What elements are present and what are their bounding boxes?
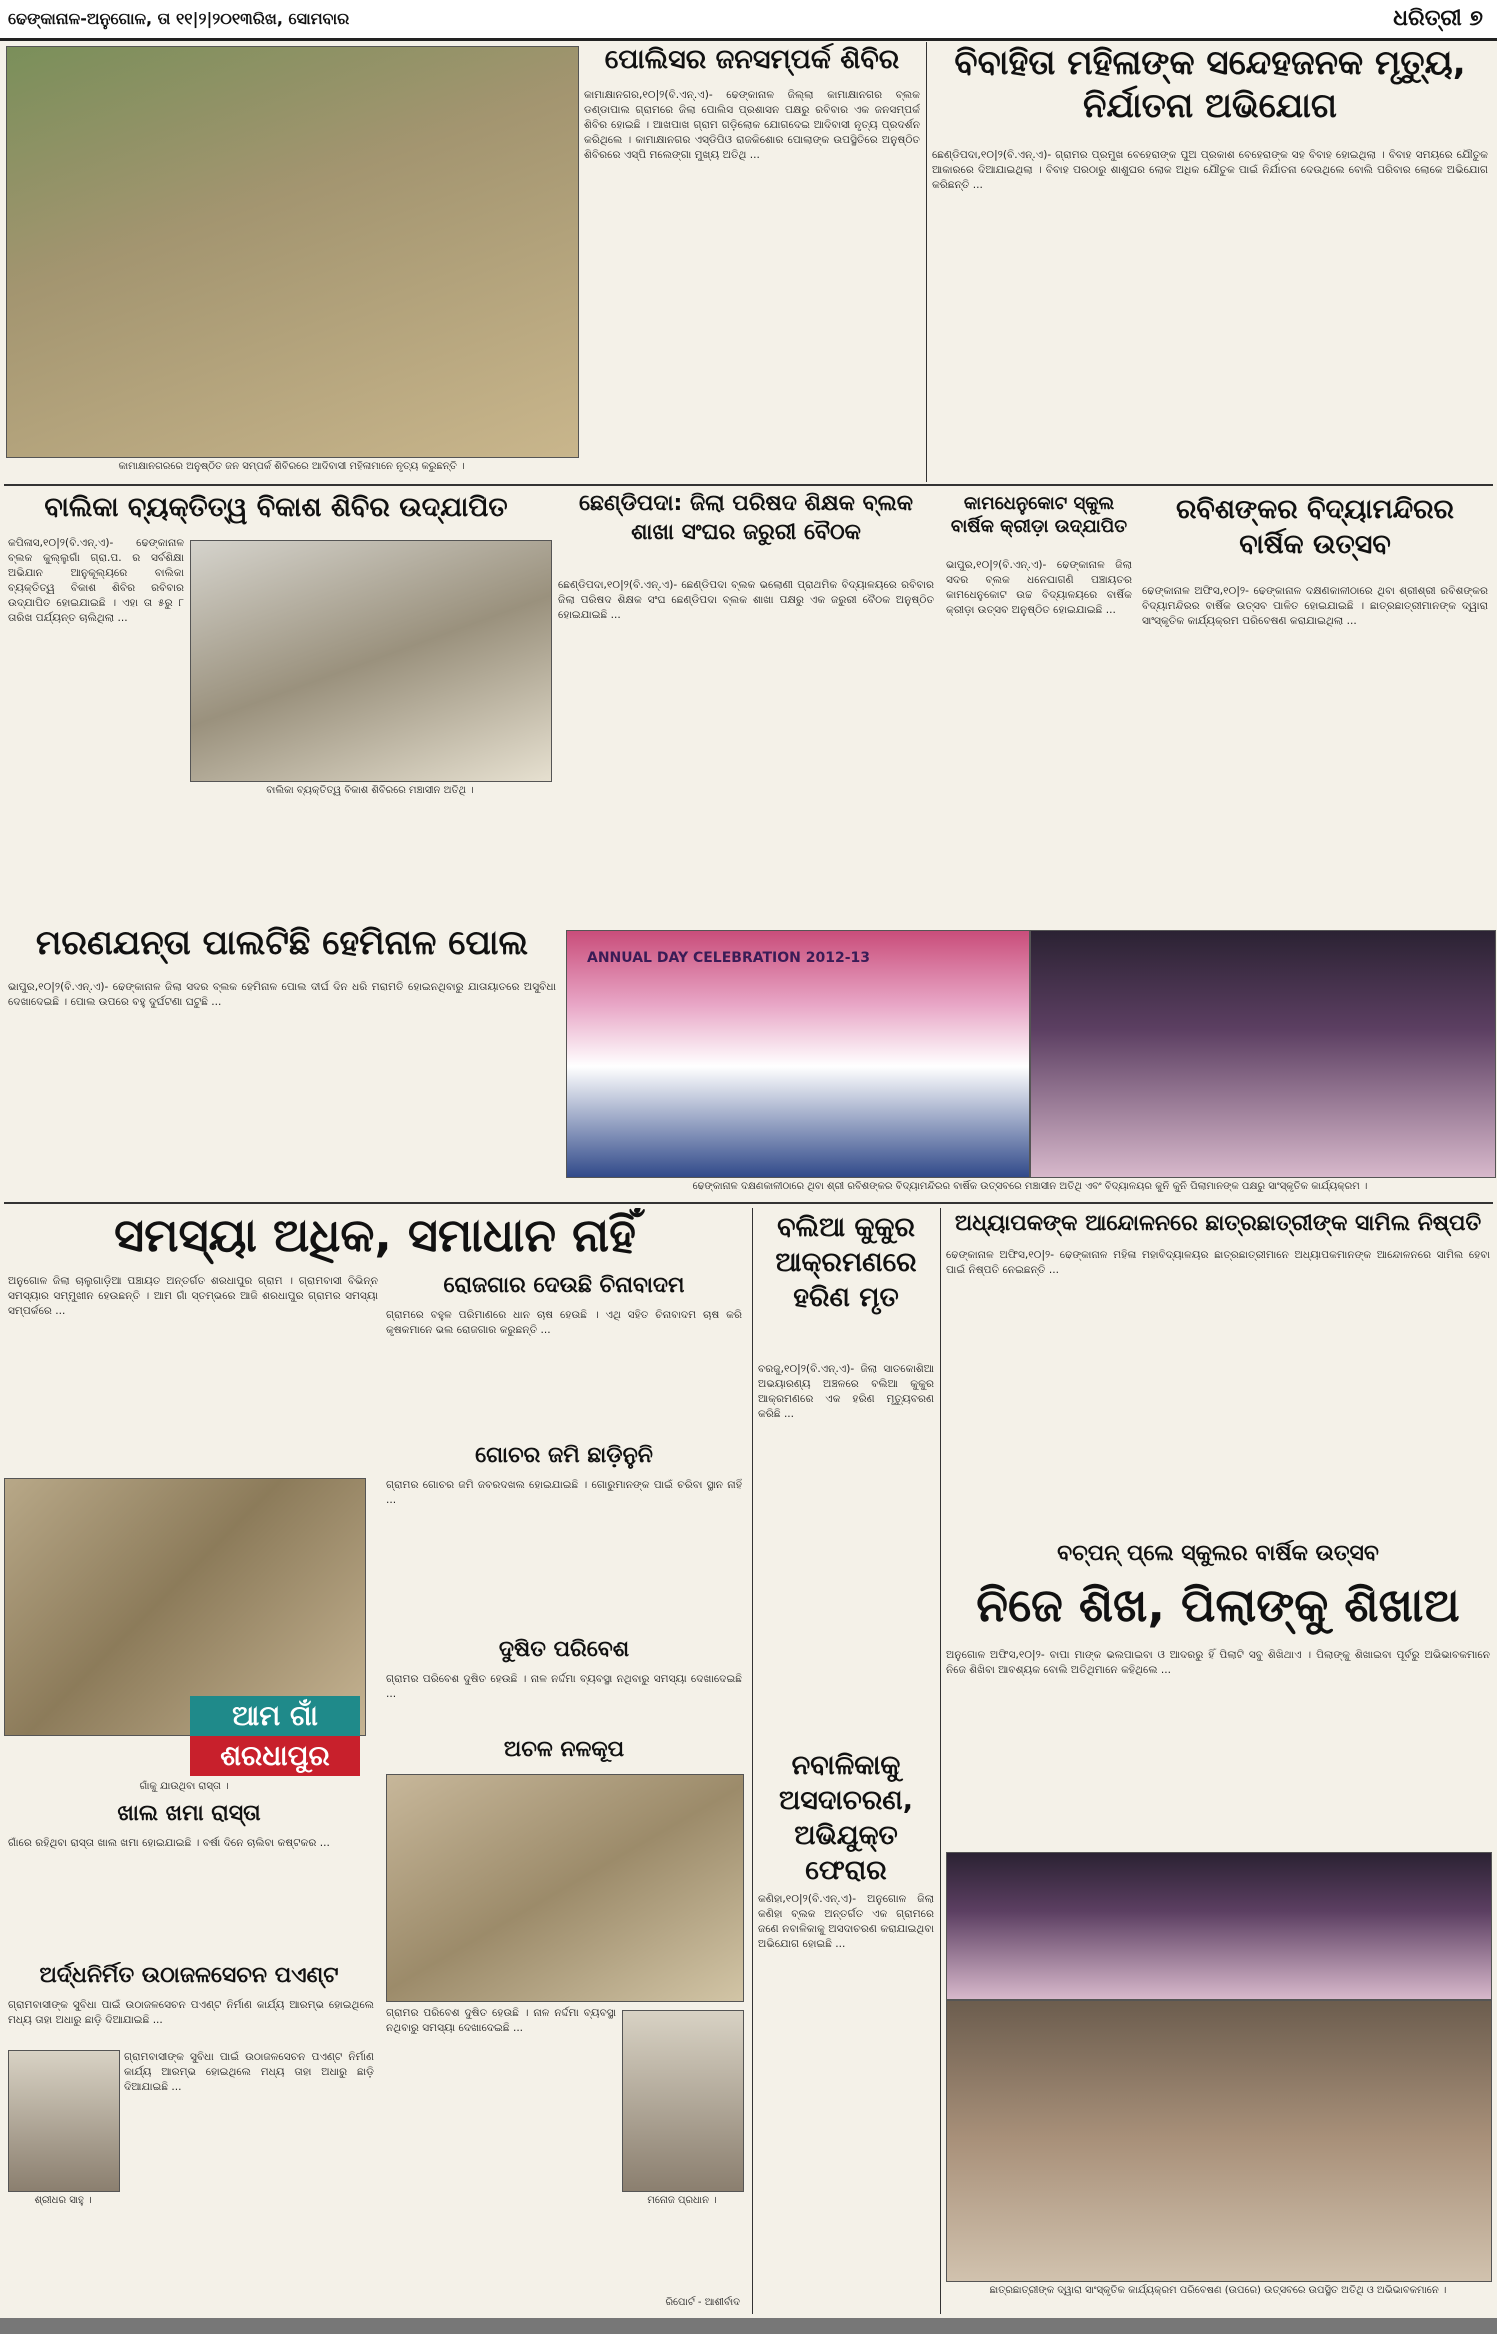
play-school-body: ଅନୁଗୋଳ ଅଫିସ,୧୦|୨- ବାପା ମାଙ୍କ ଭଲପାଇବା ଓ ଆଦରରୁ ହିଁ ପିଲାଟି ସବୁ ଶିଖିଥାଏ । ପିଲାଙ୍କୁ ଶିଖାଇବା ପୂର୍ବରୁ ଅଭିଭାବକମାନେ ନିଜେ ଶିଖିବା ଆବଶ୍ୟକ ବୋଲି ଅତିଥିମାନେ କହିଥିଲେ ... bbox=[946, 1649, 1490, 1677]
road-headline: ମରଣଯନ୍ତା ପାଲଟିଛି ହେମିନାଳ ପୋଲ bbox=[35, 923, 529, 963]
problems-headline: ସମସ୍ୟା ଅଧିକ, ସମାଧାନ ନାହିଁ bbox=[114, 1208, 636, 1262]
dateline: ଢେଙ୍କାନାଳ-ଅନୁଗୋଳ, ତା ୧୧|୨|୨୦୧୩ରିଖ, ସୋମବାର bbox=[8, 9, 350, 28]
tubewell-body: ଗ୍ରାମର ପରିବେଶ ଦୁଷିତ ହେଉଛି । ନାଳ ନର୍ଦ୍ଦମା ବ୍ୟବସ୍ଥା ନଥିବାରୁ ସମସ୍ୟା ଦେଖାଦେଇଛି ... bbox=[386, 2007, 616, 2035]
girls-camp-caption: ବାଲିକା ବ୍ୟକ୍ତିତ୍ୱ ବିକାଶ ଶିବିରରେ ମଞ୍ଚାସୀନ ଅତିଥି । bbox=[266, 785, 474, 796]
school-sports-headline: କାମଧେନୁକୋଟ ସ୍କୁଲ ବାର୍ଷିକ କ୍ରୀଡ଼ା ଉଦ୍‌ଯାପିତ bbox=[950, 493, 1128, 538]
strike-headline: ଅଧ୍ୟାପକଙ୍କ ଆନ୍ଦୋଳନରେ ଛାତ୍ରଛାତ୍ରୀଙ୍କ ସାମିଲ ନିଷ୍ପତି bbox=[954, 1211, 1482, 1236]
section-rule bbox=[4, 1202, 1493, 1204]
page-footer bbox=[0, 2318, 1497, 2334]
girls-camp-photo bbox=[190, 540, 552, 782]
play-school-audience-photo bbox=[946, 2000, 1492, 2282]
masthead bbox=[1393, 4, 1483, 34]
banner-text: ANNUAL DAY CELEBRATION 2012-13 bbox=[587, 950, 870, 966]
irrigation-body: ଗ୍ରାମବାସୀଙ୍କ ସୁବିଧା ପାଇଁ ଉଠାଜଳସେଚନ ପଏଣ୍ଟ ନିର୍ମାଣ କାର୍ଯ୍ୟ ଆରମ୍ଭ ହୋଇଥିଲେ ମଧ୍ୟ ତାହା ଅଧାରୁ ଛାଡ଼ି ଦିଆଯାଇଛି ... bbox=[8, 1999, 374, 2027]
dog-headline: ବଲିଆ କୁକୁର ଆକ୍ରମଣରେ ହରିଣ ମୃତ bbox=[775, 1212, 917, 1314]
page-number: ୭ bbox=[1469, 5, 1483, 31]
ama-gaan-badge: ଆମ ଗାଁ bbox=[190, 1696, 360, 1736]
page-header bbox=[0, 0, 1497, 41]
ravishankar-stage-photo bbox=[566, 930, 1030, 1178]
girls-camp-body: କପିଳାସ,୧୦|୨(ବି.ଏନ୍.ଏ)- ଢେଙ୍କାନାଳ ବ୍ଲକ କୁଲ୍ଲୁଗାଁ ଗ୍ରା.ପ. ର ସର୍ବଶିକ୍ଷା ଅଭିଯାନ ଆନୁକୂଲ୍ୟରେ ବାଲିକା ବ୍ୟକ୍ତିତ୍ୱ ବିକାଶ ଶିବିର ରବିବାର ଉଦ୍‌ଯାପିତ ହୋଇଯାଇଛି । ଏହା ତା ୫ରୁ ୮ ତାରିଖ ପର୍ଯ୍ୟନ୍ତ ଚାଲିଥିଲା ... bbox=[8, 537, 184, 625]
environment-headline: ଦୁଷିତ ପରିବେଶ bbox=[498, 1637, 630, 1662]
dog-body: ବରଜୁ,୧୦|୨(ବି.ଏନ୍.ଏ)- ଜିଲା ସାତକୋଶିଆ ଅଭୟାରଣ୍ୟ ଅଞ୍ଚଳରେ ବଲିଆ କୁକୁର ଆକ୍ରମଣରେ ଏକ ହରିଣ ମୃତ୍ୟୁବରଣ କରିଛି ... bbox=[758, 1363, 934, 1421]
person1-caption: ଶ୍ରୀଧର ସାହୁ । bbox=[34, 2195, 92, 2206]
pasture-headline: ଗୋଚର ଜମି ଛାଡ଼ିନୁନି bbox=[475, 1443, 653, 1468]
pasture-body: ଗ୍ରାମର ଗୋଚର ଜମି ଜବରଦଖଲ ହୋଇଯାଇଛି । ଗୋରୁମାନଙ୍କ ପାଇଁ ଚରିବା ସ୍ଥାନ ନାହିଁ ... bbox=[386, 1479, 742, 1507]
lane-caption: ଗାଁକୁ ଯାଉଥିବା ରାସ୍ତା । bbox=[139, 1781, 229, 1792]
school-sports-body: ଭାପୁର,୧୦|୨(ବି.ଏନ୍.ଏ)- ଢେଙ୍କାନାଳ ଜିଲା ସଦର ବ୍ଲକ ଧନେଘାଗଣି ପଞ୍ଚାୟତର କାମଧେନୁକୋଟ ଉଚ୍ଚ ବିଦ୍ୟାଳୟରେ ବାର୍ଷିକ କ୍ରୀଡ଼ା ଉତ୍ସବ ଅନୁଷ୍ଠିତ ହୋଇଯାଇଛି ... bbox=[946, 559, 1132, 617]
dance-photo bbox=[6, 46, 579, 458]
teachers-body: ଛେଣ୍ଡିପଦା,୧୦|୨(ବି.ଏନ୍.ଏ)- ଛେଣ୍ଡିପଦା ବ୍ଲକ ଭଲୋଣୀ ପ୍ରାଥମିକ ବିଦ୍ୟାଳୟରେ ରବିବାର ଜିଲା ପରିଷଦ ଶିକ୍ଷକ ସଂଘ ଛେଣ୍ଡିପଦା ବ୍ଲକ ଶାଖା ପକ୍ଷରୁ ଏକ ଜରୁରୀ ବୈଠକ ଅନୁଷ୍ଠିତ ହୋଇଯାଇଛି ... bbox=[558, 579, 934, 622]
play-school-stage-photo bbox=[946, 1852, 1492, 2000]
column-rule bbox=[940, 1208, 941, 2314]
marriage-body: ଛେଣ୍ଡିପଦା,୧୦|୨(ବି.ଏନ୍.ଏ)- ଗ୍ରାମର ପ୍ରମୁଖ ବେହେରାଙ୍କ ପୁଅ ପ୍ରକାଶ ବେହେରାଙ୍କ ସହ ବିବାହ ହୋଇଥିଲା । ବିବାହ ସମୟରେ ଯୌତୁକ ଆକାରରେ ଦିଆଯାଇଥିଲା । ବିବାହ ପରଠାରୁ ଶାଶୁଘର ଲୋକ ଅଧିକ ଯୌତୁକ ପାଇଁ ନିର୍ଯାତନା ଦେଉଥିଲେ ବୋଲି ପରିବାର ଲୋକେ ଅଭିଯୋଗ କରିଛନ୍ତି ... bbox=[932, 149, 1488, 192]
tubewell-photo bbox=[386, 1774, 744, 2002]
police-body: କାମାକ୍ଷାନଗର,୧୦|୨(ବି.ଏନ୍.ଏ)- ଢେଙ୍କାନାଳ ଜିଲ୍ଲା କାମାକ୍ଷାନଗର ବ୍ଲକ ଡଣ୍ଡାପାଲ ଗ୍ରାମରେ ଜିଲା ପୋଲିସ ପ୍ରଶାସନ ପକ୍ଷରୁ ରବିବାର ଏକ ଜନସମ୍ପର୍କ ଶିବିର ହୋଇଛି । ଆଖପାଖ ଗ୍ରାମ ଗଡ଼ିଲୋକ ଯୋଗଦେଇ ଆଦିବାସୀ ନୃତ୍ୟ ପ୍ରଦର୍ଶନ କରିଥିଲେ । କାମାକ୍ଷାନଗର ଏସ୍ଡିପିଓ ରାଜକିଶୋର ପୋଲାଙ୍କ ଉପସ୍ଥିତିରେ ଅନୁଷ୍ଠିତ ଶିବିରରେ ଏସ୍ପି ମଲେଙ୍ଗା ମୁଖ୍ୟ ଅତିଥି ... bbox=[584, 89, 920, 162]
ravishankar-headline: ରବିଶଙ୍କର ବିଦ୍ୟାମନ୍ଦିରର ବାର୍ଷିକ ଉତ୍ସବ bbox=[1175, 494, 1455, 561]
person2-caption: ମନୋଜ ପ୍ରଧାନ । bbox=[647, 2195, 717, 2206]
rape-headline: ନବାଳିକାକୁ ଅସଦାଚରଣ, ଅଭିଯୁକ୍ତ ଫେରାର bbox=[779, 1750, 913, 1887]
girls-camp-headline: ବାଲିକା ବ୍ୟକ୍ତିତ୍ୱ ବିକାଶ ଶିବିର ଉଦ୍‌ଯାପିତ bbox=[44, 492, 508, 523]
village-badge: ଶରଧାପୁର bbox=[190, 1736, 360, 1776]
cashew-body: ଗ୍ରାମରେ ବହୁଳ ପରିମାଣରେ ଧାନ ଚାଷ ହେଉଛି । ଏଥି ସହିତ ଚିନାବାଦମ ଚାଷ କରି କୃଷକମାନେ ଭଲ ରୋଜଗାର କରୁଛନ୍ତି ... bbox=[386, 1309, 742, 1337]
dance-caption: କାମାକ୍ଷାନଗରରେ ଅନୁଷ୍ଠିତ ଜନ ସମ୍ପର୍କ ଶିବିରରେ ଆଦିବାସୀ ମହିଳାମାନେ ନୃତ୍ୟ କରୁଛନ୍ତି । bbox=[118, 461, 465, 472]
play-school-kicker: ବଚ୍ପନ୍ ପ୍ଲେ ସ୍କୁଲର ବାର୍ଷିକ ଉତ୍ସବ bbox=[1057, 1541, 1379, 1566]
problems-intro: ଅନୁଗୋଳ ଜିଲା ଚାଲୁଗାଡ଼ିଆ ପଞ୍ଚାୟତ ଅନ୍ତର୍ଗତ ଶରଧାପୁର ଗ୍ରାମ । ଗ୍ରାମବାସୀ ବିଭିନ୍ନ ସମସ୍ୟାର ସମ୍ମୁଖୀନ ହେଉଛନ୍ତି । ଆମ ଗାଁ ସ୍ତମ୍ଭରେ ଆଜି ଶରଧାପୁର ଗ୍ରାମର ସମସ୍ୟା ସମ୍ପର୍କରେ ... bbox=[8, 1275, 378, 1318]
irrigation-body-cont: ଗ୍ରାମବାସୀଙ୍କ ସୁବିଧା ପାଇଁ ଉଠାଜଳସେଚନ ପଏଣ୍ଟ ନିର୍ମାଣ କାର୍ଯ୍ୟ ଆରମ୍ଭ ହୋଇଥିଲେ ମଧ୍ୟ ତାହା ଅଧାରୁ ଛାଡ଼ି ଦିଆଯାଇଛି ... bbox=[124, 2051, 374, 2094]
irrigation-headline: ଅର୍ଦ୍ଧନିର୍ମିତ ଉଠାଜଳସେଚନ ପଏଣ୍ଟ bbox=[39, 1963, 339, 1988]
play-school-caption: ଛାତ୍ରଛାତ୍ରୀଙ୍କ ଦ୍ୱାରା ସାଂସ୍କୃତିକ କାର୍ଯ୍ୟକ୍ରମ ପରିବେଷଣ (ଉପରେ) ଉତ୍ସବରେ ଉପସ୍ଥିତ ଅତିଥି ଓ ଅଭିଭାବକମାନେ । bbox=[989, 2285, 1447, 2296]
police-headline: ପୋଲିସର ଜନସମ୍ପର୍କ ଶିବିର bbox=[604, 44, 900, 75]
person1-photo bbox=[8, 2050, 120, 2192]
road-body: ଭାପୁର,୧୦|୨(ବି.ଏନ୍.ଏ)- ଢେଙ୍କାନାଳ ଜିଲା ସଦର ବ୍ଲକ ହେମିନାଳ ପୋଲ ଦୀର୍ଘ ଦିନ ଧରି ମରାମତି ହୋଇନଥିବାରୁ ଯାତାୟାତରେ ଅସୁବିଧା ଦେଖାଦେଇଛି । ପୋଲ ଉପରେ ବହୁ ଦୁର୍ଘଟଣା ଘଟୁଛି ... bbox=[8, 981, 556, 1009]
cashew-headline: ରୋଜଗାର ଦେଉଛି ଚିନାବାଦମ bbox=[443, 1273, 685, 1298]
strike-body: ଢେଙ୍କାନାଳ ଅଫିସ,୧୦|୨- ଢେଙ୍କାନାଳ ମହିଳା ମହାବିଦ୍ୟାଳୟର ଛାତ୍ରଛାତ୍ରୀମାନେ ଅଧ୍ୟାପକମାନଙ୍କ ଆନ୍ଦୋଳନରେ ସାମିଲ ହେବା ପାଇଁ ନିଷ୍ପତି ନେଇଛନ୍ତି ... bbox=[946, 1249, 1490, 1277]
play-school-headline: ନିଜେ ଶିଖ, ପିଲାଙ୍କୁ ଶିଖାଅ bbox=[976, 1578, 1460, 1632]
column-rule bbox=[752, 1208, 753, 2314]
lane-headline: ଖାଲ ଖମା ରାସ୍ତା bbox=[117, 1801, 261, 1826]
masthead-title: ଧରିତ୍ରୀ bbox=[1393, 5, 1462, 31]
lane-body: ଗାଁରେ ରହିଥିବା ରାସ୍ତା ଖାଲ ଖମା ହୋଇଯାଇଛି । ବର୍ଷା ଦିନେ ଚାଲିବା କଷ୍ଟକର ... bbox=[8, 1837, 330, 1849]
section-rule bbox=[4, 484, 1493, 486]
marriage-headline: ବିବାହିତା ମହିଳାଙ୍କ ସନ୍ଦେହଜନକ ମୃତ୍ୟୁ, ନିର୍ଯାତନା ଅଭିଯୋଗ bbox=[954, 43, 1466, 126]
person2-photo bbox=[622, 2010, 744, 2192]
ravishankar-children-photo bbox=[1030, 930, 1496, 1178]
ravishankar-body: ଢେଙ୍କାନାଳ ଅଫିସ,୧୦|୨- ଢେଙ୍କାନାଳ ଦକ୍ଷଣକାଳୀଠାରେ ଥିବା ଶ୍ରୀଶ୍ରୀ ରବିଶଙ୍କର ବିଦ୍ୟାମନ୍ଦିରର ବାର୍ଷିକ ଉତ୍ସବ ପାଳିତ ହୋଇଯାଇଛି । ଛାତ୍ରଛାତ୍ରୀମାନଙ୍କ ଦ୍ୱାରା ସାଂସ୍କୃତିକ କାର୍ଯ୍ୟକ୍ରମ ପରିବେଷଣ କରାଯାଇଥିଲା ... bbox=[1142, 585, 1488, 628]
ravishankar-caption: ଢେଙ୍କାନାଳ ଦକ୍ଷଣକାଳୀଠାରେ ଥିବା ଶ୍ରୀ ରବିଶଙ୍କର ବିଦ୍ୟାମନ୍ଦିରର ବାର୍ଷିକ ଉତ୍ସବରେ ମଞ୍ଚାସୀନ ଅତିଥି ଏବଂ ବିଦ୍ୟାଳୟର କୁନି କୁନି ପିଲାମାନଙ୍କ ପକ୍ଷରୁ ସାଂସ୍କୃତିକ କାର୍ଯ୍ୟକ୍ରମ । bbox=[692, 1181, 1368, 1192]
teachers-headline: ଛେଣ୍ଡିପଦା: ଜିଲା ପରିଷଦ ଶିକ୍ଷକ ବ୍ଲକ ଶାଖା ସଂଘର ଜରୁରୀ ବୈଠକ bbox=[579, 491, 913, 545]
report-credit: ରିପୋର୍ଟ - ଆଶୀର୍ବାଦ bbox=[665, 2297, 740, 2308]
rape-body: କଣିହା,୧୦|୨(ବି.ଏନ୍.ଏ)- ଅନୁଗୋଳ ଜିଲା କଣିହା ବ୍ଲକ ଅନ୍ତର୍ଗତ ଏକ ଗ୍ରାମରେ ଜଣେ ନବାଳିକାକୁ ଅସଦାଚରଣ କରାଯାଇଥିବା ଅଭିଯୋଗ ହୋଇଛି ... bbox=[758, 1893, 934, 1951]
column-rule bbox=[926, 42, 927, 482]
environment-body: ଗ୍ରାମର ପରିବେଶ ଦୁଷିତ ହେଉଛି । ନାଳ ନର୍ଦ୍ଦମା ବ୍ୟବସ୍ଥା ନଥିବାରୁ ସମସ୍ୟା ଦେଖାଦେଇଛି ... bbox=[386, 1673, 742, 1701]
tubewell-headline: ଅଚଳ ନଳକୂପ bbox=[503, 1737, 625, 1762]
